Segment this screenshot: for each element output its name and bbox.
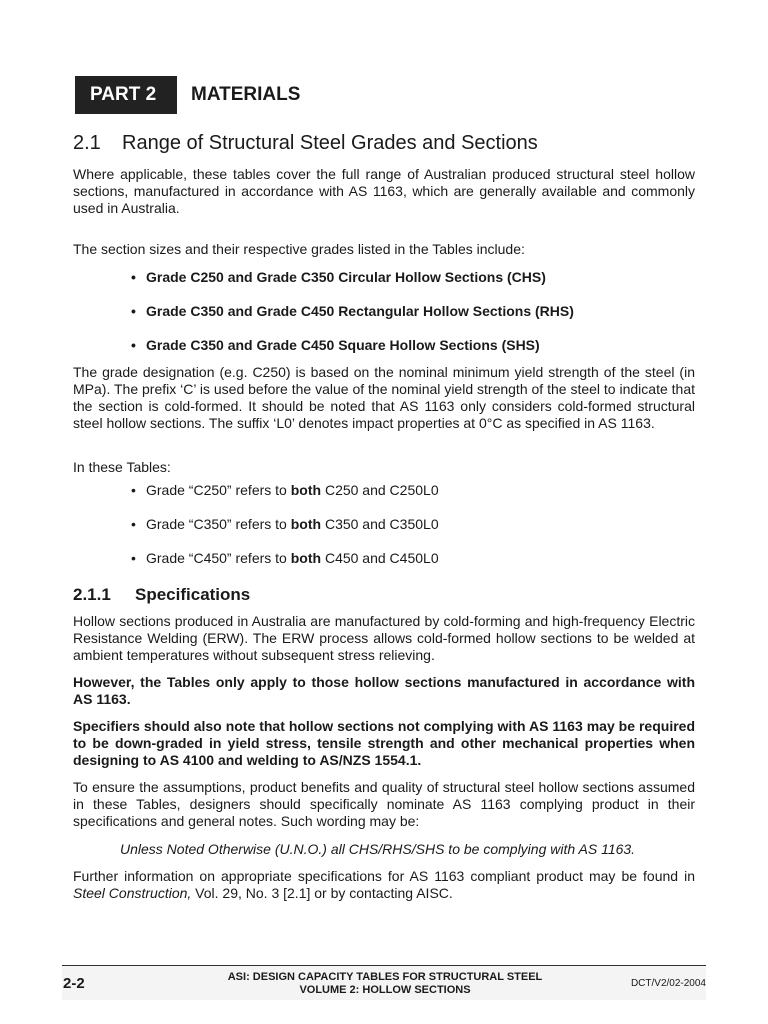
part-title: MATERIALS: [191, 84, 301, 105]
section-heading-2-1-1: [73, 585, 250, 605]
footer-title: [160, 971, 610, 997]
further-info-paragraph: [73, 868, 695, 902]
bullet-text: Grade C250 and Grade C350 Circular Hollow Sections (CHS): [146, 269, 546, 285]
spec-paragraph: Hollow sections produced in Australia are manufactured by cold-forming and high-frequency Electric Resistance Welding (ERW). The ERW process allows cold-formed hollow sections to be welded at ambient temperatures without subsequent stress relieving.: [73, 613, 695, 663]
footer-divider: [62, 965, 706, 966]
section-title: Range of Structural Steel Grades and Sections: [122, 132, 538, 154]
part-label: PART 2: [75, 76, 177, 114]
specification-quote: Unless Noted Otherwise (U.N.O.) all CHS/RHS/SHS to be complying with AS 1163.: [120, 841, 636, 857]
section-heading-2-1: [73, 132, 538, 155]
sizes-intro: The section sizes and their respective grades listed in the Tables include:: [73, 241, 525, 257]
subsection-number: 2.1.1: [73, 585, 111, 604]
page-number: 2-2: [63, 975, 85, 992]
further-info-text: Further information on appropriate specifications for AS 1163 compliant product may be found in: [73, 868, 695, 884]
ensure-paragraph: To ensure the assumptions, product benefits and quality of structural steel hollow sections assumed in these Tables, designers should specifically nominate AS 1163 complying product in their specifications and general notes. Such wording may be:: [73, 779, 695, 829]
footer-title-line-2: VOLUME 2: HOLLOW SECTIONS: [299, 984, 471, 996]
bullet-emphasis: both: [290, 482, 322, 498]
in-tables-label: In these Tables:: [73, 459, 171, 475]
subsection-title: Specifications: [135, 585, 251, 604]
grade-paragraph: The grade designation (e.g. C250) is based on the nominal minimum yield strength of the steel (in MPa). The prefix ‘C’ is used before the value of the nominal yield strength of the steel to indicate that the section is cold-formed. It should be noted that AS 1163 only considers cold-formed structural steel hollow sections. The suffix ‘L0’ denotes impact properties at 0°C as specified in AS 1163.: [73, 364, 695, 431]
part-header: [75, 76, 300, 114]
bullet-emphasis: both: [290, 516, 322, 532]
list-item: • Grade “C250” refers to both C250 and C250L0: [131, 482, 439, 498]
footer-code: DCT/V2/02-2004: [630, 978, 706, 989]
bold-paragraph-1: However, the Tables only apply to those hollow sections manufactured in accordance with AS 1163.: [73, 674, 695, 707]
list-item: • Grade C250 and Grade C350 Circular Hollow Sections (CHS): [131, 269, 546, 285]
bold-paragraph-2: Specifiers should also note that hollow sections not complying with AS 1163 may be required to be down-graded in yield stress, tensile strength and other mechanical properties when designing to AS 4100 and welding to AS/NZS 1554.1.: [73, 718, 695, 768]
bullet-text: Grade “C450” refers to: [146, 550, 291, 566]
bullet-text: C450 and C450L0: [321, 550, 439, 566]
intro-paragraph: Where applicable, these tables cover the full range of Australian produced structural steel hollow sections, manufactured in accordance with AS 1163, which are generally available and commonly used in Australia.: [73, 166, 695, 216]
bullet-text: C250 and C250L0: [321, 482, 439, 498]
list-item: • Grade C350 and Grade C450 Rectangular Hollow Sections (RHS): [131, 303, 574, 319]
bullet-text: Grade “C350” refers to: [146, 516, 291, 532]
list-item: • Grade “C350” refers to both C350 and C350L0: [131, 516, 439, 532]
bullet-text: Grade C350 and Grade C450 Square Hollow Sections (SHS): [146, 337, 540, 353]
bullet-text: Grade C350 and Grade C450 Rectangular Hollow Sections (RHS): [146, 303, 574, 319]
bullet-emphasis: both: [290, 550, 322, 566]
list-item: • Grade “C450” refers to both C450 and C450L0: [131, 550, 439, 566]
bullet-text: C350 and C350L0: [321, 516, 439, 532]
section-number: 2.1: [73, 132, 101, 154]
bullet-text: Grade “C250” refers to: [146, 482, 291, 498]
further-info-text: Vol. 29, No. 3 [2.1] or by contacting AISC.: [191, 885, 453, 901]
list-item: • Grade C350 and Grade C450 Square Hollow Sections (SHS): [131, 337, 540, 353]
footer-title-line-1: ASI: DESIGN CAPACITY TABLES FOR STRUCTURAL STEEL: [227, 971, 543, 983]
publication-title: Steel Construction,: [73, 885, 192, 901]
